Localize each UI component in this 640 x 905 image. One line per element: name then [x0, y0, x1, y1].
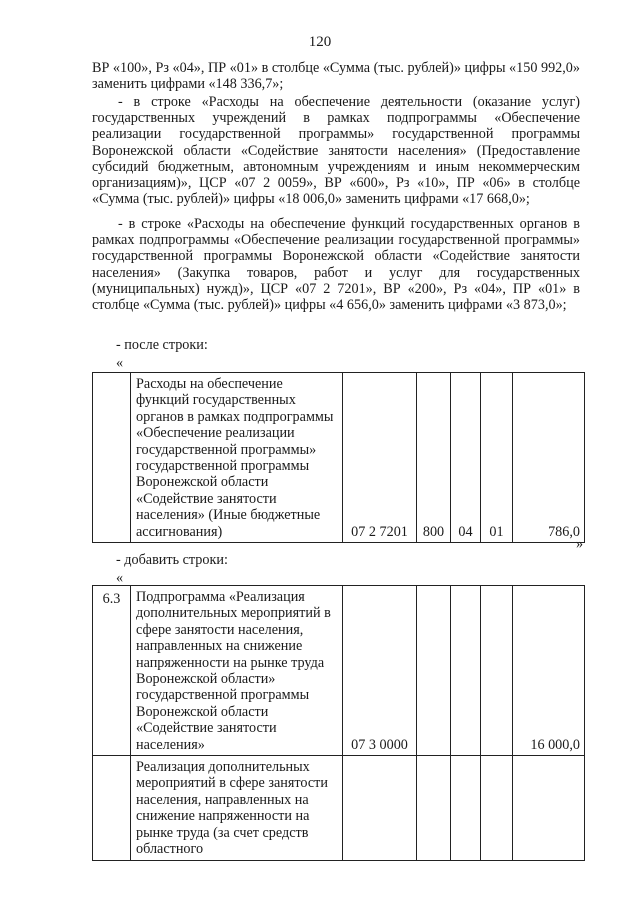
page-number: 120	[308, 34, 332, 50]
paragraph-3: - в строке «Расходы на обеспечение функций государственных органов в рамках подпрограммы «Обеспечение реализации государственной программы» государственной программы Воронежской области «Содействие занятости населения» (Закупка товаров, работ и услуг для государственных (муниципальных) нужд)», ЦСР «07 2 7201», ВР «200», Рз «04», ПР «01» в столбце «Сумма (тыс. рублей)» цифры «4 656,0» заменить цифрами «3 873,0»;	[92, 216, 580, 314]
row-number: 6.3	[93, 586, 131, 756]
row-csr: 07 3 0000	[343, 586, 417, 756]
row-vr	[417, 586, 451, 756]
table-row	[93, 586, 585, 756]
after-row-label: - после строки:	[116, 337, 208, 353]
row-csr: 07 2 7201	[343, 373, 417, 543]
paragraph-1: ВР «100», Рз «04», ПР «01» в столбце «Сумма (тыс. рублей)» цифры «150 992,0» заменить цифрами «148 336,7»;	[92, 60, 580, 93]
row-rz	[451, 756, 481, 860]
row-number	[93, 756, 131, 860]
row-rz	[451, 586, 481, 756]
table-after-row	[92, 372, 585, 543]
row-sum: 786,0	[513, 373, 585, 543]
row-vr	[417, 756, 451, 860]
table-added-rows	[92, 585, 585, 861]
row-sum	[513, 756, 585, 860]
close-quote: »	[576, 536, 584, 552]
add-rows-label: - добавить строки:	[116, 552, 228, 568]
row-name: Подпрограмма «Реализация дополнительных мероприятий в сфере занятости населения, направленных на снижение напряженности на рынке труда Воронежской области» государственной программы Воронежской области «Содействие занятости населения»	[131, 586, 343, 756]
row-pr	[481, 756, 513, 860]
row-pr: 01	[481, 373, 513, 543]
row-vr: 800	[417, 373, 451, 543]
row-name: Расходы на обеспечение функций государственных органов в рамках подпрограммы «Обеспечение реализации государственной программы» государственной программы Воронежской области «Содействие занятости населения» (Иные бюджетные ассигнования)	[131, 373, 343, 543]
row-csr	[343, 756, 417, 860]
open-quote-2: «	[116, 570, 124, 586]
paragraph-2: - в строке «Расходы на обеспечение деятельности (оказание услуг) государственных учреждений в рамках подпрограммы «Обеспечение реализации государственной программы» государственной программы Воронежской области «Содействие занятости населения» (Предоставление субсидий бюджетным, автономным учреждениям и иным некоммерческим организациям)», ЦСР «07 2 0059», ВР «600», Рз «10», ПР «06» в столбце «Сумма (тыс. рублей)» цифры «18 006,0» заменить цифрами «17 668,0»;	[92, 94, 580, 208]
table-row	[93, 373, 585, 543]
row-rz: 04	[451, 373, 481, 543]
open-quote-1: «	[116, 355, 124, 371]
row-name: Реализация дополнительных мероприятий в сфере занятости населения, направленных на снижение напряженности на рынке труда (за счет средств областного	[131, 756, 343, 860]
row-number	[93, 373, 131, 543]
row-sum: 16 000,0	[513, 586, 585, 756]
table-row	[93, 756, 585, 860]
row-pr	[481, 586, 513, 756]
